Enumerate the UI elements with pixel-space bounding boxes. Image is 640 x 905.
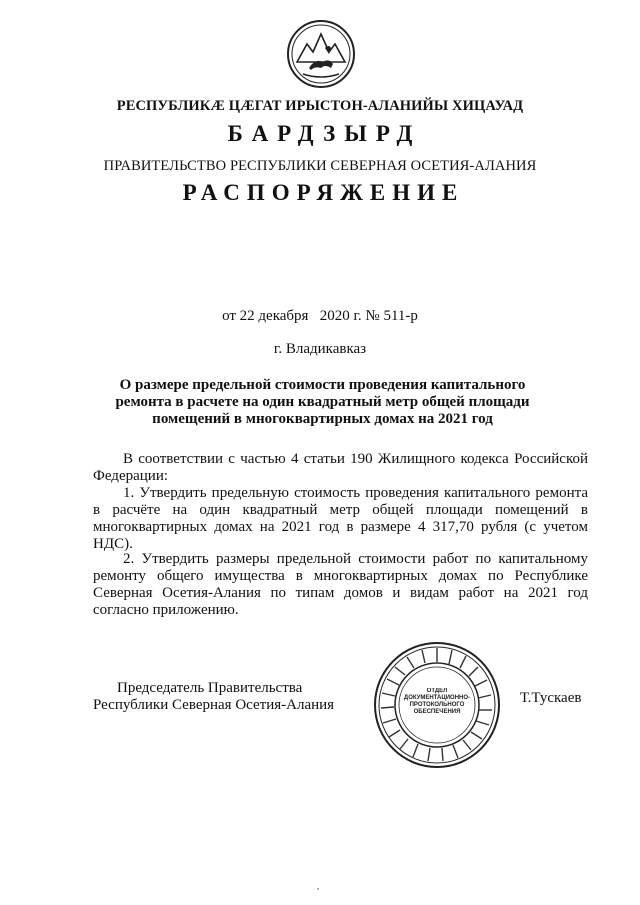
ossetian-document-type: БАРДЗЫРД <box>227 121 422 146</box>
document-city: г. Владикавказ <box>273 341 367 357</box>
signatory-name: Т.Тускаев <box>520 690 582 706</box>
coat-of-arms-icon <box>285 18 357 90</box>
document-date-number: от 22 декабря 2020 г. № 511-р <box>222 308 418 324</box>
russian-government-name: ПРАВИТЕЛЬСТВО РЕСПУБЛИКИ СЕВЕРНАЯ ОСЕТИЯ-АЛАНИЯ <box>103 158 537 174</box>
seal-center-text: ОТДЕЛ ДОКУМЕНТАЦИОННО-ПРОТОКОЛЬНОГО ОБЕСПЕЧЕНИЯ <box>403 688 471 715</box>
signatory-position <box>93 680 353 714</box>
page-speck <box>317 888 319 890</box>
signatory-position-line-2: Республики Северная Осетия-Алания <box>93 697 335 713</box>
round-seal-icon <box>372 640 502 770</box>
signatory-position-line-1: Председатель Правительства <box>117 680 303 696</box>
paragraph-item-2: 2. Утвердить размеры предельной стоимости работ по капитальному ремонту общего имущества в многоквартирных домах по Республике Северная Осетия-Алания по типам домов и видам работ на 2021 год согласно приложению. <box>93 551 588 618</box>
paragraph-preamble: В соответствии с частью 4 статьи 190 Жилищного кодекса Российской Федерации: <box>93 451 588 484</box>
document-title: О размере предельной стоимости проведения капитального ремонта в расчете на один квадратный метр общей площади помещений в многоквартирных домах на 2021 год <box>115 377 530 427</box>
ossetian-government-name: РЕСПУБЛИКӔ ЦӔГАТ ИРЫСТОН-АЛАНИЙЫ ХИЦАУАД <box>116 98 524 114</box>
paragraph-item-1: 1. Утвердить предельную стоимость проведения капитального ремонта в расчёте на один квадратный метр общей площади помещений в многоквартирных домах на 2021 год в размере 4 317,70 рубля (с учетом НДС). <box>93 485 588 552</box>
russian-document-type: РАСПОРЯЖЕНИЕ <box>182 180 465 205</box>
